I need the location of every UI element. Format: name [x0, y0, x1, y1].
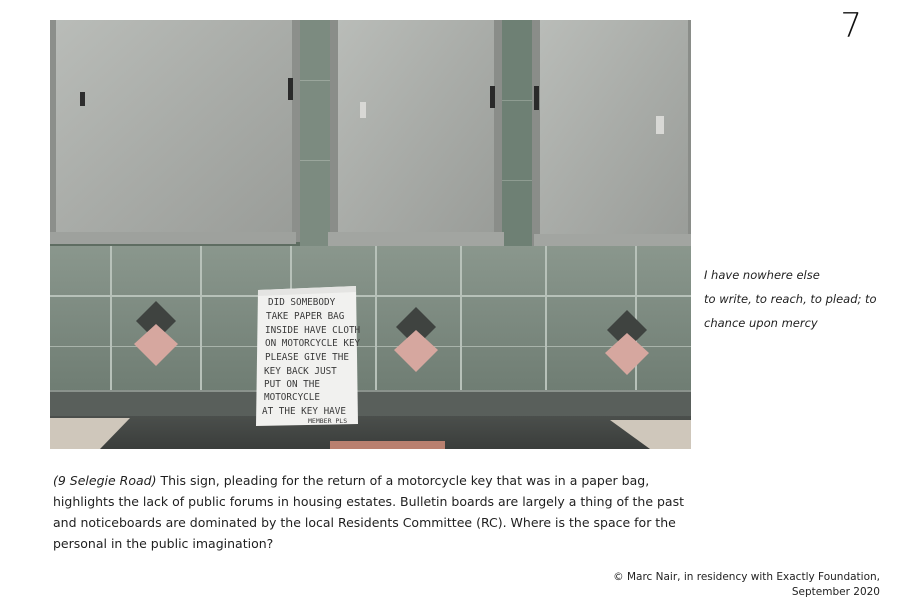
- poem-line: to write, to reach, to plead; to: [704, 292, 877, 306]
- sign-line: TAKE PAPER BAG: [266, 311, 345, 322]
- photograph: [50, 20, 691, 449]
- tiled-wall: [50, 246, 691, 392]
- door-left: [50, 20, 300, 244]
- credit-date: September 2020: [791, 586, 880, 598]
- sign-line: KEY BACK JUST: [264, 366, 337, 377]
- page-number: 7: [840, 6, 862, 46]
- photo-scene: [50, 20, 691, 449]
- caption-body: This sign, pleading for the return of a motorcycle key that was in a paper bag, highlights the lack of public forums in housing estates. Bulletin boards are largely a thing of the past and noticeboards are dominated by the local Residents Committee (RC). Where is the space for the personal in the public imagination?: [53, 473, 684, 551]
- sign-footnote: MEMBER PLS: [308, 417, 348, 425]
- credit-line: © Marc Nair, in residency with Exactly Foundation,: [613, 571, 880, 583]
- door-right: [532, 20, 691, 252]
- door-middle: [328, 20, 504, 250]
- sign-line: MOTORCYCLE: [264, 392, 320, 403]
- sign-line: PLEASE GIVE THE: [265, 352, 349, 363]
- poem-line: I have nowhere else: [704, 268, 820, 282]
- caption-location: (9 Selegie Road): [53, 473, 157, 488]
- sign-line: PUT ON THE: [264, 379, 320, 390]
- poem-line: chance upon mercy: [704, 316, 818, 330]
- poem: [704, 263, 884, 335]
- handwritten-sign: [256, 286, 361, 426]
- sign-line: AT THE KEY HAVE: [262, 406, 346, 417]
- copyright-credit: [613, 570, 880, 600]
- sign-line: INSIDE HAVE CLOTH: [265, 325, 361, 336]
- sign-line: ON MOTORCYCLE KEY: [265, 338, 361, 349]
- sign-line: DID SOMEBODY: [268, 297, 336, 308]
- photo-caption: [53, 470, 703, 554]
